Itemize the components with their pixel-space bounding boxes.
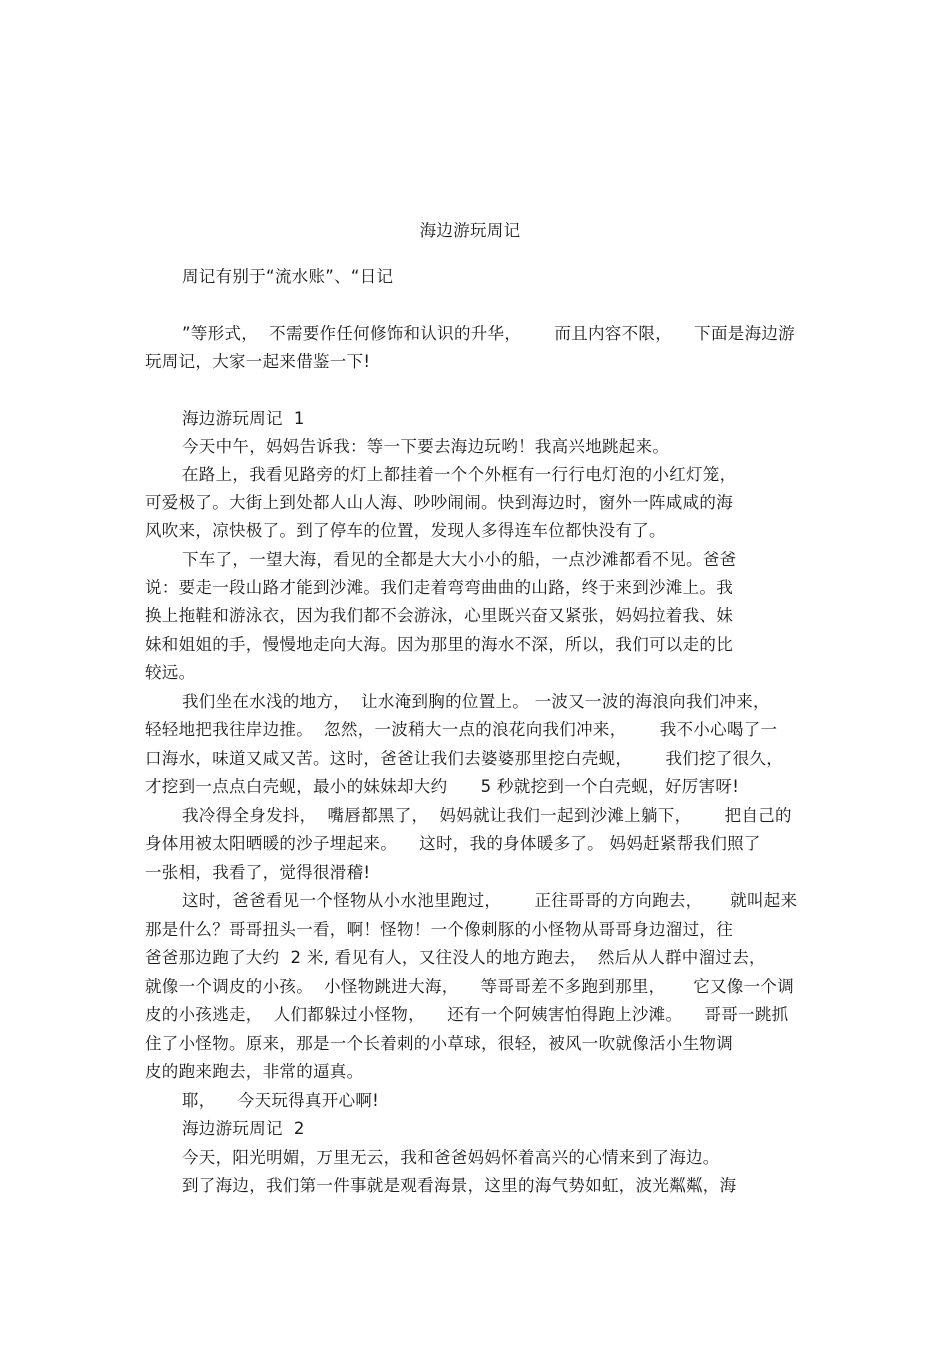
document-title: 海边游玩周记: [419, 221, 521, 240]
paragraph-line: 换上拖鞋和游泳衣，因为我们都不会游泳，心里既兴奋又紧张，妈妈拉着我、妹: [145, 606, 733, 625]
paragraph-line: 玩周记，大家一起来借鉴一下!: [145, 352, 371, 371]
paragraph-line: 风吹来，凉快极了。到了停车的位置，发现人多得连车位都快没有了。: [145, 521, 666, 540]
paragraph-line: 说：要走一段山路才能到沙滩。我们走着弯弯曲曲的山路，终于来到沙滩上。我: [145, 578, 733, 597]
paragraph-line: 今天中午，妈妈告诉我：等一下要去海边玩哟！我高兴地跳起来。: [182, 437, 670, 456]
paragraph-line: 较远。: [145, 663, 196, 682]
section-heading: 海边游玩周记 1: [182, 409, 305, 428]
paragraph-line: 可爱极了。大街上到处都人山人海、吵吵闹闹。快到海边时，窗外一阵咸咸的海: [145, 493, 733, 512]
paragraph-line: 到了海边，我们第一件事就是观看海景，这里的海气势如虹，波光粼粼，海: [182, 1176, 737, 1195]
paragraph-line: 口海水，味道又咸又苦。这时，爸爸让我们去婆婆那里挖白壳蚬， 我们挖了很久，: [145, 749, 784, 768]
paragraph-line: 妹和姐姐的手，慢慢地走向大海。因为那里的海水不深，所以，我们可以走的比: [145, 635, 733, 654]
paragraph-line: 爸爸那边跑了大约 2 米, 看见有人，又往没人的地方跑去， 然后从人群中溜过去，: [145, 948, 766, 967]
paragraph-line: 轻轻地把我往岸边推。 忽然，一波稍大一点的浪花向我们冲来， 我不小心喝了一: [145, 720, 778, 739]
paragraph-line: 周记有别于“流水账”、“日记: [182, 267, 394, 286]
paragraph-line: ”等形式， 不需要作任何修饰和认识的升华， 而且内容不限， 下面是海边游: [182, 324, 795, 343]
paragraph-line: 皮的跑来跑去，非常的逼真。: [145, 1062, 364, 1081]
paragraph-line: 才挖到一点点白壳蚬，最小的妹妹却大约 5 秒就挖到一个白壳蚬，好厉害呀!: [145, 777, 740, 796]
paragraph-line: 我冷得全身发抖， 嘴唇都黑了， 妈妈就让我们一起到沙滩上躺下， 把自己的: [182, 806, 792, 825]
paragraph-line: 耶， 今天玩得真开心啊!: [182, 1091, 380, 1110]
paragraph-line: 我们坐在水浅的地方， 让水淹到胸的位置上。 一波又一波的海浪向我们冲来，: [182, 692, 770, 711]
paragraph-line: 那是什么？哥哥扭头一看，啊！怪物！一个像刺豚的小怪物从哥哥身边溜过，往: [145, 920, 733, 939]
paragraph-line: 下车了，一望大海，看见的全都是大大小小的船，一点沙滩都看不见。爸爸: [182, 550, 737, 569]
paragraph-line: 住了小怪物。原来，那是一个长着刺的小草球，很轻，被风一吹就像活小生物调: [145, 1034, 733, 1053]
paragraph-line: 皮的小孩逃走， 人们都躲过小怪物， 还有一个阿姨害怕得跑上沙滩。 哥哥一跳抓: [145, 1005, 789, 1024]
paragraph-line: 就像一个调皮的小孩。 小怪物跳进大海， 等哥哥差不多跑到那里， 它又像一个调: [145, 977, 794, 996]
paragraph-line: 在路上，我看见路旁的灯上都挂着一个个外框有一行行电灯泡的小红灯笼，: [182, 465, 737, 484]
paragraph-line: 身体用被太阳晒暖的沙子埋起来。 这时，我的身体暖多了。 妈妈赶紧帮我们照了: [145, 834, 761, 853]
section-heading: 海边游玩周记 2: [182, 1119, 305, 1138]
paragraph-line: 一张相，我看了，觉得很滑稽!: [145, 863, 371, 882]
paragraph-line: 今天，阳光明媚，万里无云，我和爸爸妈妈怀着高兴的心情来到了海边。: [182, 1148, 720, 1167]
paragraph-line: 这时，爸爸看见一个怪物从小水池里跑过， 正往哥哥的方向跑去， 就叫起来: [182, 891, 798, 910]
